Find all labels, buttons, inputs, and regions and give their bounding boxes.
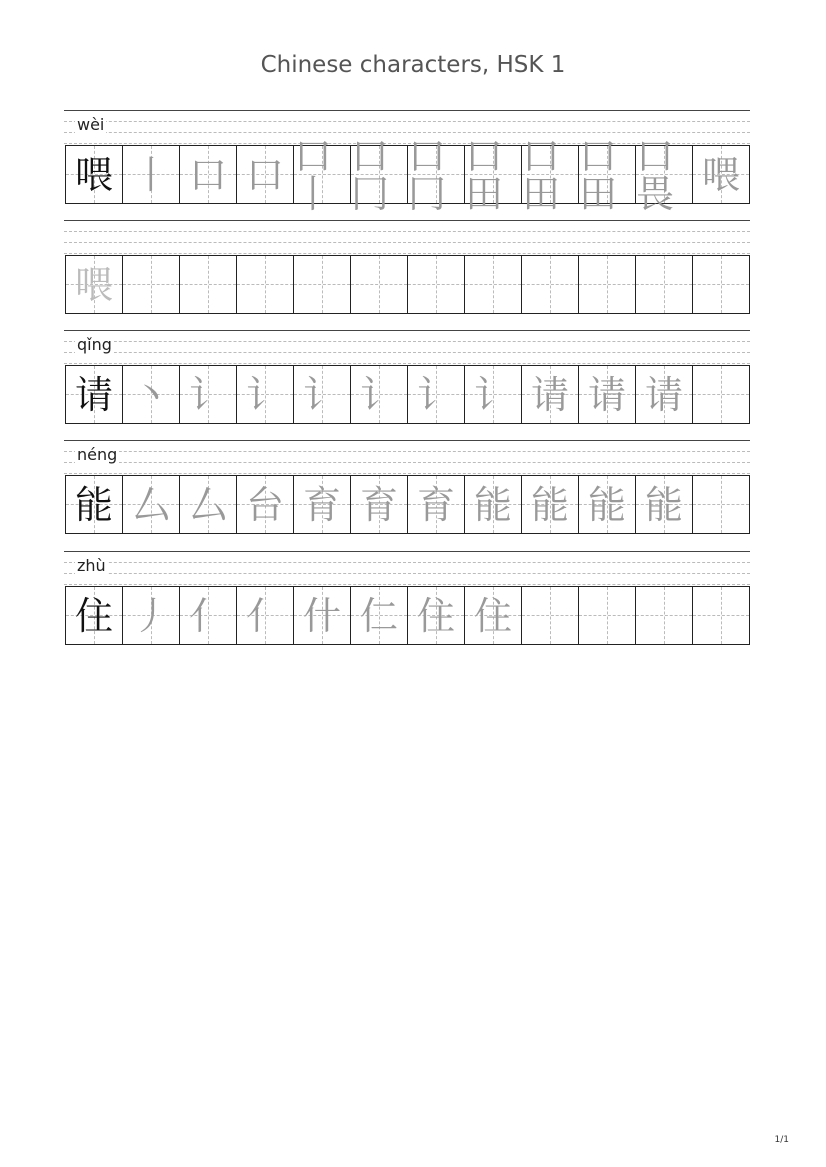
pinyin-label: néng bbox=[77, 445, 118, 464]
practice-cell[interactable] bbox=[351, 587, 408, 644]
practice-cell[interactable] bbox=[636, 366, 693, 423]
practice-cell[interactable] bbox=[693, 366, 749, 423]
practice-cell[interactable] bbox=[351, 133, 408, 216]
practice-cell[interactable] bbox=[180, 256, 237, 313]
stroke-order-step: 口冂 bbox=[408, 133, 447, 216]
stroke-order-step: 丶 bbox=[131, 372, 170, 417]
practice-cell[interactable] bbox=[408, 476, 465, 533]
practice-cell[interactable] bbox=[693, 476, 749, 533]
practice-cell[interactable] bbox=[522, 366, 579, 423]
practice-cell[interactable] bbox=[522, 476, 579, 533]
practice-cell[interactable] bbox=[408, 133, 465, 216]
page-title: Chinese characters, HSK 1 bbox=[260, 52, 566, 78]
practice-cell[interactable] bbox=[408, 587, 465, 644]
stroke-order-step: 厶 bbox=[188, 482, 227, 527]
pinyin-label: zhù bbox=[77, 556, 106, 575]
practice-cell[interactable] bbox=[294, 476, 351, 533]
character-grid bbox=[65, 133, 750, 216]
stroke-order-step: 讠 bbox=[188, 372, 227, 417]
practice-cell[interactable] bbox=[294, 366, 351, 423]
stroke-order-step: 育 bbox=[416, 482, 455, 527]
stroke-order-step: 请 bbox=[587, 372, 626, 417]
practice-cell[interactable] bbox=[237, 476, 294, 533]
pinyin-guide-lines bbox=[64, 220, 750, 254]
stroke-order-step: 什 bbox=[302, 593, 341, 638]
practice-cell[interactable] bbox=[408, 366, 465, 423]
practice-row bbox=[64, 440, 750, 527]
stroke-order-step: 台 bbox=[245, 482, 284, 527]
practice-cell[interactable] bbox=[180, 146, 237, 203]
practice-cell[interactable] bbox=[522, 256, 579, 313]
practice-cell[interactable] bbox=[579, 366, 636, 423]
practice-cell[interactable] bbox=[693, 587, 749, 644]
stroke-order-step: 口 bbox=[245, 152, 284, 197]
practice-cell[interactable] bbox=[123, 587, 180, 644]
practice-cell[interactable] bbox=[465, 256, 522, 313]
stroke-order-step: 口冂 bbox=[351, 133, 390, 216]
stroke-order-step: 请 bbox=[644, 372, 683, 417]
practice-cell[interactable] bbox=[522, 587, 579, 644]
model-character-cell bbox=[66, 476, 123, 533]
practice-cell[interactable] bbox=[636, 476, 693, 533]
stroke-order-step: 住 bbox=[473, 593, 512, 638]
pinyin-guide-lines bbox=[64, 330, 750, 364]
stroke-order-step: 讠 bbox=[416, 372, 455, 417]
stroke-order-step: 喂 bbox=[701, 152, 740, 197]
practice-cell[interactable] bbox=[636, 256, 693, 313]
practice-cell[interactable] bbox=[294, 133, 351, 216]
practice-cell[interactable] bbox=[579, 133, 636, 216]
stroke-order-step: 育 bbox=[302, 482, 341, 527]
stroke-order-step: 口田 bbox=[522, 133, 561, 216]
practice-cell[interactable] bbox=[180, 587, 237, 644]
practice-cell[interactable] bbox=[408, 256, 465, 313]
stroke-order-step: 口田 bbox=[579, 133, 618, 216]
stroke-order-step: 仁 bbox=[359, 593, 398, 638]
practice-cell[interactable] bbox=[123, 256, 180, 313]
pinyin-guide-lines bbox=[64, 440, 750, 474]
stroke-order-step: 能 bbox=[473, 482, 512, 527]
model-character: 住 bbox=[74, 593, 113, 638]
pinyin-label: wèi bbox=[77, 115, 105, 134]
stroke-order-step: 能 bbox=[587, 482, 626, 527]
stroke-order-step: 讠 bbox=[245, 372, 284, 417]
model-character-cell bbox=[66, 146, 123, 203]
stroke-order-step: 口田 bbox=[465, 133, 504, 216]
stroke-order-step: 丿 bbox=[131, 593, 170, 638]
character-grid bbox=[65, 586, 750, 645]
character-grid bbox=[65, 475, 750, 534]
practice-cell[interactable] bbox=[351, 256, 408, 313]
stroke-order-step: 讠 bbox=[359, 372, 398, 417]
page-number: 1/1 bbox=[774, 1135, 789, 1145]
practice-row bbox=[64, 551, 750, 638]
model-character-cell bbox=[66, 256, 123, 313]
stroke-order-step: 亻 bbox=[245, 593, 284, 638]
practice-cell[interactable] bbox=[180, 366, 237, 423]
practice-cell[interactable] bbox=[351, 476, 408, 533]
character-grid bbox=[65, 255, 750, 314]
practice-cell[interactable] bbox=[294, 587, 351, 644]
pinyin-label: qǐng bbox=[77, 335, 112, 354]
practice-cell[interactable] bbox=[123, 146, 180, 203]
practice-cell[interactable] bbox=[180, 476, 237, 533]
practice-cell[interactable] bbox=[237, 366, 294, 423]
practice-cell[interactable] bbox=[465, 587, 522, 644]
practice-cell[interactable] bbox=[579, 256, 636, 313]
practice-cell[interactable] bbox=[123, 476, 180, 533]
practice-cell[interactable] bbox=[294, 256, 351, 313]
practice-cell[interactable] bbox=[237, 256, 294, 313]
model-character: 喂 bbox=[74, 152, 113, 197]
practice-cell[interactable] bbox=[693, 256, 749, 313]
practice-cell[interactable] bbox=[465, 476, 522, 533]
stroke-order-step: 丨 bbox=[131, 152, 170, 197]
practice-cell[interactable] bbox=[579, 587, 636, 644]
practice-cell[interactable] bbox=[123, 366, 180, 423]
stroke-order-step: 讠 bbox=[302, 372, 341, 417]
stroke-order-step: 请 bbox=[530, 372, 569, 417]
stroke-order-step: 住 bbox=[416, 593, 455, 638]
practice-row bbox=[64, 110, 750, 216]
stroke-order-step: 口 bbox=[188, 152, 227, 197]
stroke-order-step: 育 bbox=[359, 482, 398, 527]
practice-cell[interactable] bbox=[351, 366, 408, 423]
practice-cell[interactable] bbox=[579, 476, 636, 533]
model-character: 能 bbox=[74, 482, 113, 527]
model-character: 请 bbox=[74, 372, 113, 417]
practice-row bbox=[64, 330, 750, 417]
practice-cell[interactable] bbox=[465, 366, 522, 423]
practice-cell[interactable] bbox=[237, 146, 294, 203]
practice-cell[interactable] bbox=[636, 133, 693, 216]
practice-cell[interactable] bbox=[522, 133, 579, 216]
stroke-order-step: 能 bbox=[644, 482, 683, 527]
model-character: 喂 bbox=[74, 262, 113, 307]
stroke-order-step: 亻 bbox=[188, 593, 227, 638]
pinyin-guide-lines bbox=[64, 551, 750, 585]
stroke-order-step: 厶 bbox=[131, 482, 170, 527]
practice-row bbox=[64, 220, 750, 307]
practice-cell[interactable] bbox=[693, 146, 749, 203]
practice-cell[interactable] bbox=[636, 587, 693, 644]
model-character-cell bbox=[66, 366, 123, 423]
practice-cell[interactable] bbox=[465, 133, 522, 216]
model-character-cell bbox=[66, 587, 123, 644]
practice-cell[interactable] bbox=[237, 587, 294, 644]
character-grid bbox=[65, 365, 750, 424]
stroke-order-step: 能 bbox=[530, 482, 569, 527]
stroke-order-step: 口丨 bbox=[294, 133, 333, 216]
stroke-order-step: 讠 bbox=[473, 372, 512, 417]
stroke-order-step: 口畏 bbox=[636, 133, 675, 216]
